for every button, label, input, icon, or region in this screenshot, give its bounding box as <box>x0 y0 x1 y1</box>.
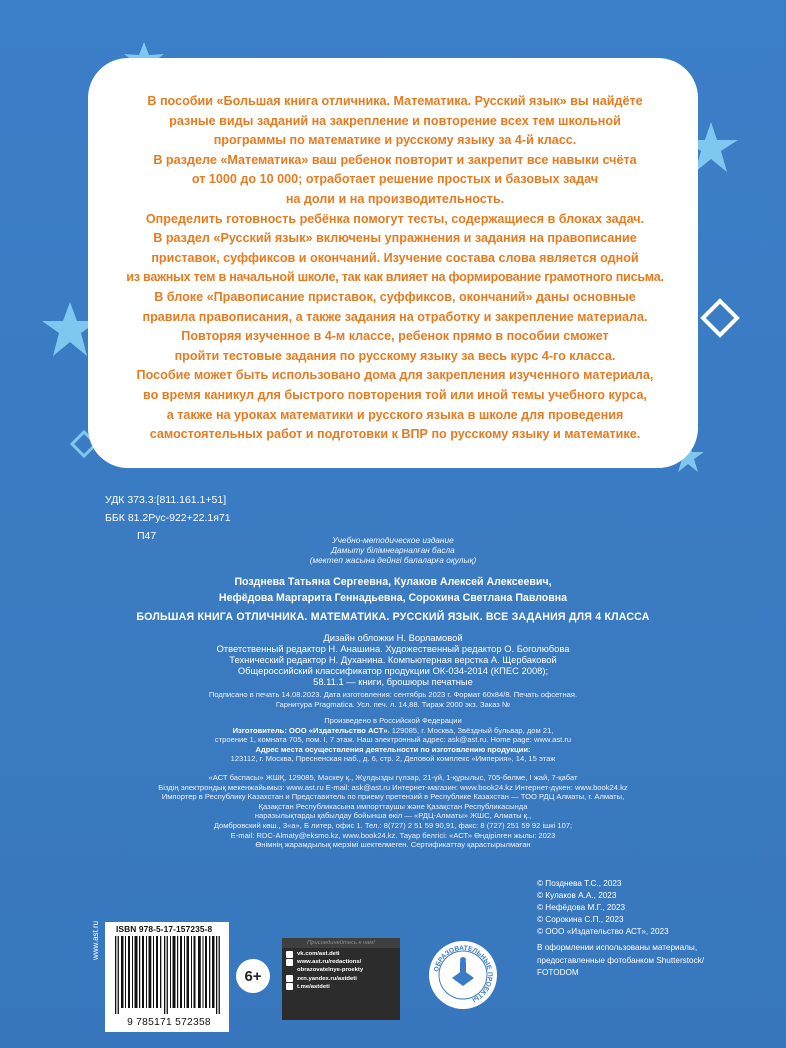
isbn-digits: 9 785171 572358 <box>127 1017 211 1028</box>
photo-credit: В оформлении использованы материалы, предоставленные фотобанком Shutterstock/ FOTODOM <box>537 943 705 977</box>
diamond-right-icon <box>700 298 740 343</box>
zen-icon <box>286 975 293 982</box>
barcode-icon <box>113 936 222 1014</box>
vk-icon <box>286 951 293 958</box>
publisher-info: Произведено в Российской Федерации Изготовитель: ООО «Издательство АСТ». 129085, г. Москва, Звёздный бульвар, дом 21, строение 1, комната 705, пом. I, 7 этаж. Наш электронный адрес: ask@ast.ru. Home page: www.ast.ru Адрес места осуществления деятельности по изготовлению продукции: 123112, г. Москва, Пресненская наб., д. 6, стр. 2, Деловой комплекс «Империя», 14, 15 этаж <box>214 716 572 764</box>
copyright-block: © Позднева Т.С., 2023 © Кулаков А.А., 2023 © Нефёдова М.Г., 2023 © Сорокина С.П., 2023 © ООО «Издательство АСТ», 2023 В оформлении использованы материалы, предоставленные фотобанком Shutterstock/ FOTODOM <box>537 878 704 979</box>
kazakhstan-info: «АСТ баспасы» ЖШҚ, 129085, Мәскеу қ., Жұлдызды гүлзар, 21-үй, 1-құрылыс, 705-бөлме, I жай, 7-қабат Біздің электрондық мекенжайымыз: www.ast.ru E-mail: ask@ast.ru Интернет-магазин: www.book24.kz Интернет-дүкен: www.book24.kz Импортер в Республику Казахстан и Представитель по приему претензий в Республике Казахстан — ТОО РДЦ Алматы, г. Алматы, Қазақстан Республикасына импорттаушы және Қазақстан Республикасында наразылықтарды қабылдау бойынша өкіл — «РДЦ-Алматы» ЖШС, Алматы қ., Домбровский көш., 3«а», Б литер, офис 1. Тел.: 8(727) 2 51 59 90,91, факс: 8 (727) 251 59 92 ішкі 107; E-mail: RDC-Almaty@eksmo.kz, www.book24.kz. Тауар белгісі: «АСТ» Өндірілген жылы: 2023 Өнімнің жарамдылық мерзімі шектелмеген. Сертификаттау қарастырылмаған <box>158 773 628 850</box>
bbk-code: ББК 81.2Рус-922+22.1я71 <box>105 512 231 524</box>
isbn-label: ISBN 978-5-17-157235-8 <box>116 924 213 934</box>
telegram-icon <box>286 983 293 990</box>
udk-code: УДК 373.3:[811.161.1+51] <box>105 494 227 506</box>
age-rating-badge: 6+ <box>236 959 270 993</box>
svg-text:ОБРАЗОВАТЕЛЬНЫЕ ПРОЕКТЫ: ОБРАЗОВАТЕЛЬНЫЕ ПРОЕКТЫ <box>433 944 494 1004</box>
edition-type: Учебно-методическое издание Дамыту бiлiмнеарналған басла (мектеп жасына дейнгi балаларға оқулық) <box>309 535 477 566</box>
link-zen[interactable]: zen.yandex.ru/astdeti <box>286 975 396 983</box>
link-vk[interactable]: vk.com/ast.deti <box>286 950 396 958</box>
social-links-header: Присоединяйтесь к нам! <box>282 938 400 948</box>
link-telegram[interactable]: t.me/astdeti <box>286 983 396 991</box>
spacer-icon <box>286 967 293 974</box>
description-text: В пособии «Большая книга отличника. Математика. Русский язык» вы найдёте разные виды заданий на закрепление и повторение всех тем школьной программы по математике и русскому языку за 4-й класс. В разделе «Математика» ваш ребенок повторит и закрепит все навыки счёта от 1000 до 10 000; отработает решение простых и базовых задач на доли и на производительность. Определить готовность ребёнка помогут тесты, содержащиеся в блоках задач. В раздел «Русский язык» включены упражнения и задания на правописание приставок, суффиксов и окончаний. Изучение состава слова является одной из важных тем в начальной школе, так как влияет на формирование грамотного письма. В блоке «Правописание приставок, суффиксов, окончаний» даны основные правила правописания, а также задания на отработку и закрепление материала. Повторяя изученное в 4-м классе, ребенок прямо в пособии сможет пройти тестовые задания по русскому языку за весь курс 4-го класса. Пособие может быть использовано дома для закрепления изученного материала, во время каникул для быстрого повторения той или иной темы учебного курса, а также на уроках математики и русского языка в школе для проведения самостоятельных работ и подготовки к ВПР по русскому языку и математике. <box>126 94 664 442</box>
staff-credits: Дизайн обложки Н. Ворламовой Ответственный редактор Н. Анашина. Художественный редактор О. Боголюбова Технический редактор Н. Духанина. Компьютерная верстка А. Щербаковой Общероссийский классификатор продукции ОК-034-2014 (КПЕС 2008); 58.11.1 — книги, брошюры печатные <box>216 632 570 687</box>
author-sign: П47 <box>137 530 157 542</box>
educational-projects-logo-icon <box>428 940 498 1010</box>
link-ast-redactions[interactable]: www.ast.ru/redactions/ <box>286 958 396 966</box>
print-info: Подписано в печать 14.08.2023. Дата изготовления: сентябрь 2023 г. Формат 60х84/8. Печать офсетная. Гарнитура Pragmatica. Усл. печ. л. 14,88. Тираж 2000 экз. Заказ № <box>208 690 578 709</box>
vertical-site-url: www.ast.ru <box>91 920 100 960</box>
globe-icon <box>286 959 293 966</box>
social-links-block <box>282 938 400 1020</box>
book-title: БОЛЬШАЯ КНИГА ОТЛИЧНИКА. МАТЕМАТИКА. РУССКИЙ ЯЗЫК. ВСЕ ЗАДАНИЯ ДЛЯ 4 КЛАССА <box>136 611 650 623</box>
link-ast-redactions-cont: obrazovatelnye-proekty <box>286 966 396 974</box>
authors: Позднева Татьяна Сергеевна, Кулаков Алексей Алексеевич, Нефёдова Маргарита Геннадьевна, Сорокина Светлана Павловна <box>218 576 568 604</box>
